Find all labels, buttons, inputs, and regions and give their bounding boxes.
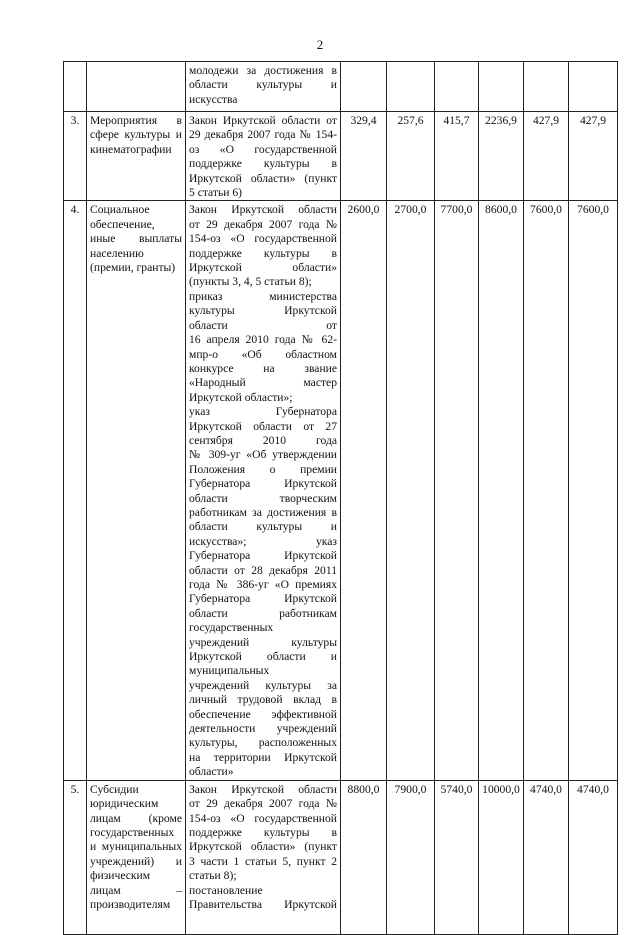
legal-basis-line: культуры, расположенных (189, 736, 337, 750)
expense-name-line: Субсидии (90, 782, 139, 796)
expense-name-line: иные выплаты (90, 232, 182, 246)
legal-basis-line: Положения о премии (189, 462, 337, 476)
legal-basis-line: работникам за достижения в (189, 505, 337, 519)
amount-cell: 7600,0 (524, 201, 569, 780)
amount-cell: 427,9 (569, 112, 618, 201)
legal-basis-line: личный трудовой вклад в (189, 693, 337, 707)
legal-basis-line: обеспечение эффективной (189, 707, 337, 721)
legal-basis-line: 16 апреля 2010 года № 62- (189, 333, 337, 347)
amount-cell (435, 62, 479, 112)
legal-basis-line: 154-оз «О государственной (189, 232, 337, 246)
expense-name-line: Социальное (90, 203, 150, 217)
legal-basis (186, 201, 341, 780)
legal-basis-line: постановление (189, 883, 263, 897)
budget-table (63, 61, 618, 935)
amount-cell: 329,4 (341, 112, 387, 201)
legal-basis-line: мпр-о «Об областном (189, 347, 337, 361)
legal-basis-line: Иркутской области от 27 (189, 419, 337, 433)
legal-basis-line: Губернатора Иркутской (189, 592, 337, 606)
legal-basis-line: области творческим (189, 491, 337, 505)
row-number: 5. (64, 780, 87, 934)
legal-basis-line: области» (189, 765, 234, 779)
legal-basis-line: муниципальных (189, 664, 270, 678)
table-row (64, 201, 618, 780)
expense-name (87, 112, 186, 201)
amount-cell: 257,6 (387, 112, 435, 201)
expense-name-line: и муниципальных (90, 840, 182, 854)
legal-basis-line: области работникам (189, 606, 337, 620)
amount-cell: 7900,0 (387, 780, 435, 934)
expense-name-line: лицам (кроме (90, 811, 182, 825)
legal-basis-line: культуры Иркутской (189, 304, 337, 318)
legal-basis-line: Правительства Иркутской (189, 897, 337, 911)
legal-basis-line: области от (189, 318, 337, 332)
amount-cell: 427,9 (524, 112, 569, 201)
legal-basis-line: области культуры и (189, 520, 337, 534)
legal-basis-line: Закон Иркутской области (189, 782, 337, 796)
amount-cell: 2600,0 (341, 201, 387, 780)
legal-basis-line: области культуры и (189, 78, 337, 92)
legal-basis-line: Иркутской области» (189, 261, 337, 275)
amount-cell: 2700,0 (387, 201, 435, 780)
legal-basis-line: Губернатора Иркутской (189, 549, 337, 563)
expense-name-line: учреждений) и (90, 854, 182, 868)
legal-basis-line: Закон Иркутской области (189, 203, 337, 217)
legal-basis-line: приказ министерства (189, 289, 337, 303)
row-number: 4. (64, 201, 87, 780)
legal-basis-line: деятельности учреждений (189, 722, 337, 736)
legal-basis-line: Иркутской области» (пункт (189, 171, 337, 185)
table-row (64, 780, 618, 934)
legal-basis-line: 29 декабря 2007 года № 154- (189, 128, 337, 142)
amount-cell: 2236,9 (479, 112, 524, 201)
expense-name-line: юридическим (90, 797, 159, 811)
expense-name (87, 201, 186, 780)
legal-basis-line: поддержке культуры в (189, 246, 337, 260)
amount-cell: 5740,0 (435, 780, 479, 934)
amount-cell: 7700,0 (435, 201, 479, 780)
row-number: 3. (64, 112, 87, 201)
legal-basis-line: оз «О государственной (189, 142, 337, 156)
legal-basis-line: учреждений культуры за (189, 678, 337, 692)
expense-name-line: Мероприятия в (90, 114, 182, 127)
amount-cell: 10000,0 (479, 780, 524, 934)
legal-basis-line: Губернатора Иркутской (189, 477, 337, 491)
legal-basis-line: № 309-уг «Об утверждении (189, 448, 337, 462)
amount-cell: 8800,0 (341, 780, 387, 934)
legal-basis (186, 62, 341, 112)
legal-basis-line: области от 28 декабря 2011 (189, 563, 337, 577)
legal-basis-line: года № 386-уг «О премиях (189, 578, 337, 591)
legal-basis-line: 154-оз «О государственной (189, 811, 337, 825)
legal-basis-line: сентября 2010 года (189, 433, 337, 447)
expense-name-line: обеспечение, (90, 217, 155, 231)
legal-basis (186, 112, 341, 201)
legal-basis-line: искусства»; указ (189, 534, 337, 548)
legal-basis-line: указ Губернатора (189, 405, 337, 419)
legal-basis-line: Иркутской области»; (189, 390, 293, 404)
legal-basis-line: государственных (189, 621, 274, 635)
expense-name-line: физическим (90, 869, 151, 883)
legal-basis-line: учреждений культуры (189, 635, 337, 649)
expense-name-line: производителям (90, 897, 171, 911)
legal-basis-line: искусства (189, 92, 238, 106)
expense-name-line: населению (90, 246, 144, 260)
expense-name (87, 62, 186, 112)
amount-cell: 4740,0 (524, 780, 569, 934)
legal-basis-line: поддержке культуры в (189, 825, 337, 839)
legal-basis-line: статьи 8); (189, 869, 237, 883)
legal-basis-line: от 29 декабря 2007 года № (189, 797, 337, 811)
legal-basis-line: от 29 декабря 2007 года № (189, 217, 337, 231)
legal-basis-line: 3 части 1 статьи 5, пункт 2 (189, 854, 337, 868)
expense-name (87, 780, 186, 934)
table-row (64, 112, 618, 201)
amount-cell: 415,7 (435, 112, 479, 201)
legal-basis-line: 5 статьи 6) (189, 186, 243, 200)
amount-cell (569, 62, 618, 112)
expense-name-line: сфере культуры и (90, 128, 182, 142)
expense-name-line: государственных (90, 825, 175, 839)
legal-basis-line: Иркутской области» (пункт (189, 840, 337, 854)
expense-name-line: лицам – (90, 883, 182, 897)
legal-basis-line: конкурсе на звание (189, 361, 337, 375)
legal-basis-line: Закон Иркутской области от (189, 114, 337, 127)
row-number (64, 62, 87, 112)
amount-cell: 8600,0 (479, 201, 524, 780)
legal-basis-line: «Народный мастер (189, 376, 337, 390)
legal-basis-line: на территории Иркутской (189, 750, 337, 764)
legal-basis-line: Иркутской области и (189, 650, 337, 664)
expense-name-line: (премии, гранты) (90, 261, 176, 275)
legal-basis-line: поддержке культуры в (189, 157, 337, 171)
amount-cell (387, 62, 435, 112)
amount-cell: 4740,0 (569, 780, 618, 934)
legal-basis-line: (пункты 3, 4, 5 статьи 8); (189, 275, 312, 289)
legal-basis (186, 780, 341, 934)
legal-basis-line: молодежи за достижения в (189, 64, 337, 77)
amount-cell (341, 62, 387, 112)
amount-cell: 7600,0 (569, 201, 618, 780)
expense-name-line: кинематографии (90, 142, 172, 156)
table-row (64, 62, 618, 112)
page-number: 2 (316, 37, 324, 52)
amount-cell (479, 62, 524, 112)
amount-cell (524, 62, 569, 112)
